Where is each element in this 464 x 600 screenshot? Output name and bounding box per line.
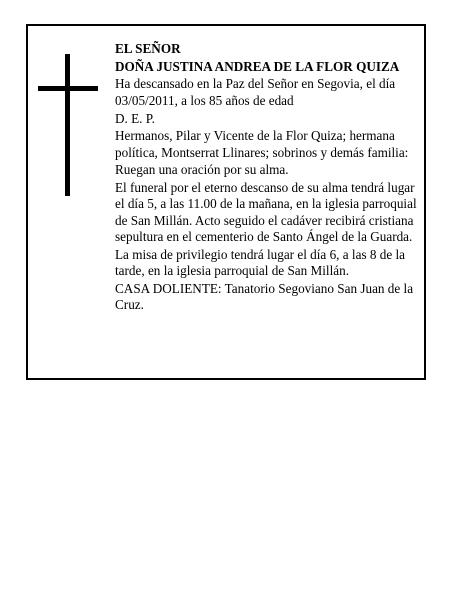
dep-line: D. E. P. xyxy=(115,110,155,126)
cross-vertical-bar xyxy=(65,54,70,196)
death-announcement: Ha descansado en la Paz del Señor en Segovia, el día 03/05/2011, a los 85 años de edad xyxy=(115,76,396,108)
mourning-house: CASA DOLIENTE: Tanatorio Segoviano San Juan de la Cruz. xyxy=(115,281,414,313)
title-line-1: EL SEÑOR xyxy=(115,41,181,56)
prayer-request: Ruegan una oración por su alma. xyxy=(115,162,289,178)
cross-horizontal-bar xyxy=(38,86,98,91)
cross-icon xyxy=(38,54,98,196)
obituary-notice xyxy=(26,24,426,380)
mass-info: La misa de privilegio tendrá lugar el día 6, a las 8 de la tarde, en la iglesia parroquial de San Millán. xyxy=(115,246,406,279)
family-line: Hermanos, Pilar y Vicente de la Flor Quiza; hermana política, Montserrat Llinares; sobrinos y demás familia: xyxy=(115,128,409,160)
deceased-name: DOÑA JUSTINA ANDREA DE LA FLOR QUIZA xyxy=(115,58,400,74)
obituary-text xyxy=(115,41,421,315)
funeral-info: El funeral por el eterno descanso de su alma tendrá lugar el día 5, a las 11.00 de la mañana, en la iglesia parroquial de San Millán. Acto seguido el cadáver recibirá cristiana sepultura en el cementerio de Santo Ángel de la Guarda. xyxy=(115,180,417,245)
